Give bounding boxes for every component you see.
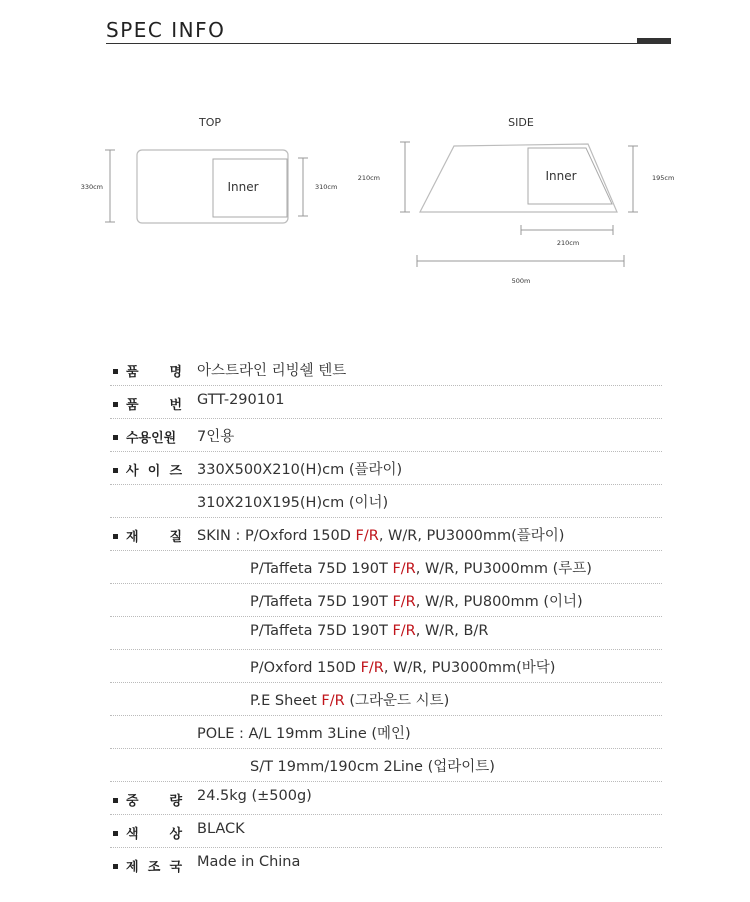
spec-value-material-ground: P.E Sheet F/R (그라운드 시트) bbox=[250, 693, 450, 709]
spec-row-origin bbox=[110, 848, 662, 881]
spec-row-pole-sub bbox=[110, 749, 662, 782]
spec-value-material-br: P/Taffeta 75D 190T F/R, W/R, B/R bbox=[250, 623, 489, 639]
spec-row-pole-main bbox=[110, 716, 662, 749]
spec-value-model: GTT-290101 bbox=[197, 392, 285, 408]
spec-row-material-inner bbox=[110, 584, 662, 617]
spec-row-material-floor bbox=[110, 650, 662, 683]
spec-value-material-inner: P/Taffeta 75D 190T F/R, W/R, PU800mm (이너) bbox=[250, 594, 583, 610]
spec-value-origin: Made in China bbox=[197, 854, 301, 870]
spec-value-name: 아스트라인 리빙쉘 텐트 bbox=[197, 363, 347, 379]
side-view-outline bbox=[420, 144, 617, 212]
spec-label-color: 색 상 bbox=[126, 827, 182, 842]
spec-label-capacity: 수용인원 bbox=[126, 431, 177, 446]
bullet-icon bbox=[113, 468, 118, 473]
bullet-icon bbox=[113, 798, 118, 803]
page-title: SPEC INFO bbox=[106, 18, 226, 42]
spec-label-origin: 제 조 국 bbox=[126, 860, 182, 875]
spec-value-pole-sub: S/T 19mm/190cm 2Line (업라이트) bbox=[250, 759, 495, 775]
spec-value-pole-main: POLE : A/L 19mm 3Line (메인) bbox=[197, 726, 411, 742]
spec-row-size-inner bbox=[110, 485, 662, 518]
bullet-icon bbox=[113, 369, 118, 374]
top-view-title: TOP bbox=[198, 116, 222, 129]
spec-value-color: BLACK bbox=[197, 821, 245, 837]
spec-value-material-skin: SKIN : P/Oxford 150D F/R, W/R, PU3000mm(플라이) bbox=[197, 528, 565, 544]
spec-row-material-br bbox=[110, 617, 662, 650]
spec-label-name: 품 명 bbox=[126, 365, 182, 380]
spec-row-material bbox=[110, 518, 662, 551]
spec-value-weight: 24.5kg (±500g) bbox=[197, 788, 312, 804]
bullet-icon bbox=[113, 831, 118, 836]
spec-row-material-roof bbox=[110, 551, 662, 584]
spec-row-material-ground bbox=[110, 683, 662, 716]
spec-row-color bbox=[110, 815, 662, 848]
spec-label-material: 재 질 bbox=[126, 530, 182, 545]
bullet-icon bbox=[113, 534, 118, 539]
spec-row-model bbox=[110, 386, 662, 419]
spec-table bbox=[110, 353, 662, 881]
side-left-dim-label: 210cm bbox=[357, 174, 380, 182]
tent-dimension-diagram bbox=[0, 0, 750, 320]
spec-row-capacity bbox=[110, 419, 662, 452]
spec-label-size: 사 이 즈 bbox=[126, 464, 182, 479]
spec-label-model: 품 번 bbox=[126, 398, 182, 413]
side-total-width-label: 500m bbox=[511, 277, 531, 285]
spec-value-material-roof: P/Taffeta 75D 190T F/R, W/R, PU3000mm (루프) bbox=[250, 561, 592, 577]
bullet-icon bbox=[113, 402, 118, 407]
spec-value-material-floor: P/Oxford 150D F/R, W/R, PU3000mm(바닥) bbox=[250, 660, 556, 676]
top-inner-label: Inner bbox=[227, 180, 259, 194]
top-left-dim-label: 330cm bbox=[80, 183, 103, 191]
spec-value-size-inner: 310X210X195(H)cm (이너) bbox=[197, 495, 389, 511]
side-view-title: SIDE bbox=[508, 116, 534, 129]
top-right-dim-label: 310cm bbox=[315, 183, 338, 191]
bullet-icon bbox=[113, 435, 118, 440]
spec-row-weight bbox=[110, 782, 662, 815]
spec-value-capacity: 7인용 bbox=[197, 429, 235, 445]
bullet-icon bbox=[113, 864, 118, 869]
spec-row-size bbox=[110, 452, 662, 485]
spec-value-size-fly: 330X500X210(H)cm (플라이) bbox=[197, 462, 403, 478]
side-right-dim-label: 195cm bbox=[652, 174, 675, 182]
side-inner-label: Inner bbox=[545, 169, 577, 183]
side-inner-width-label: 210cm bbox=[556, 239, 580, 247]
spec-label-weight: 중 량 bbox=[126, 794, 182, 809]
spec-row-name bbox=[110, 353, 662, 386]
